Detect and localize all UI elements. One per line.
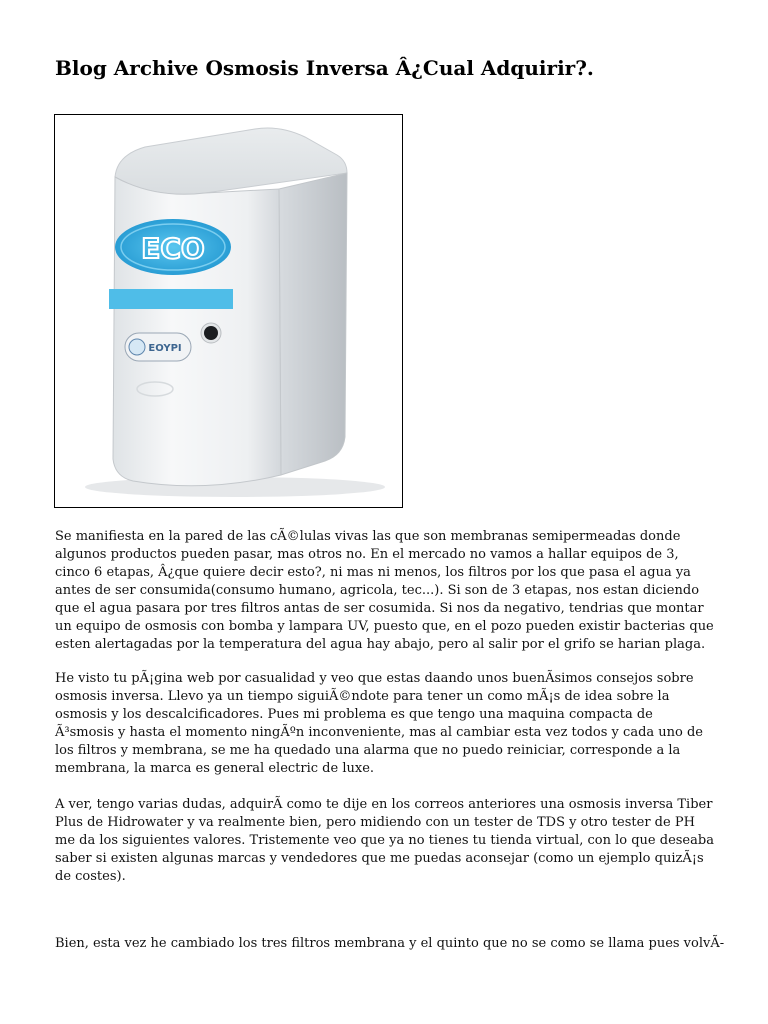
display-strip <box>109 289 233 309</box>
osmosis-unit-illustration <box>55 115 402 507</box>
paragraph-1: Se manifiesta en la pared de las cÃ©lulas vivas las que son membranas semipermeadas donde algunos productos pueden pasar, mas otros no. En el mercado no vamos a hallar equipos de 3, cinco 6 etapas, Â¿que quiere decir esto?, ni mas ni menos, los filtros por los que pasa el agua ya antes de ser consumida(consumo humano, agricola, tec...). Si son de 3 etapas, nos estan diciendo que el agua pasara por tres filtros antas de ser cosumida. Si nos da negativo, tendrias que montar un equipo de osmosis con bomba y lampara UV, puesto que, en el pozo pueden existir bacterias que esten alertagadas por la temperatura del agua hay abajo, pero al salir por el grifo se harian plaga. <box>55 529 714 652</box>
paragraph-3: A ver, tengo varias dudas, adquirÃ como te dije en los correos anteriores una osmosis inversa Tiber Plus de Hidrowater y va realmente bien, pero midiendo con un tester de TDS y otro tester de PH me da los siguientes valores. Tristemente veo que ya no tienes tu tienda virtual, con lo que deseaba saber si existen algunas marcas y vendedores que me puedas aconsejar (como un ejemplo quizÃ¡s de costes). <box>55 797 714 884</box>
paragraph-2: He visto tu pÃ¡gina web por casualidad y veo que estas daando unos buenÃsimos consejos sobre osmosis inversa. Llevo ya un tiempo siguiÃ©ndote para tener un como mÃ¡s de idea sobre la osmosis y los descalcificadores. Pues mi problema es que tengo una maquina compacta de Ã³smosis y hasta el momento ningÃºn inconveniente, mas al cambiar esta vez todos y cada uno de los filtros y membrana, se me ha quedado una alarma que no puedo reiniciar, corresponde a la membrana, la marca es general electric de luxe. <box>55 671 703 776</box>
paragraph-4: Bien, esta vez he cambiado los tres filtros membrana y el quinto que no se como se llama pues volvÃ- <box>55 936 725 951</box>
unit-side <box>279 173 347 475</box>
eco-label: ECO <box>141 232 205 265</box>
power-button <box>204 326 218 340</box>
document-title: Blog Archive Osmosis Inversa Â¿Cual Adquirir?. <box>55 56 594 80</box>
product-photo <box>54 114 403 508</box>
brand-logo-text: EOYPI <box>148 343 182 354</box>
